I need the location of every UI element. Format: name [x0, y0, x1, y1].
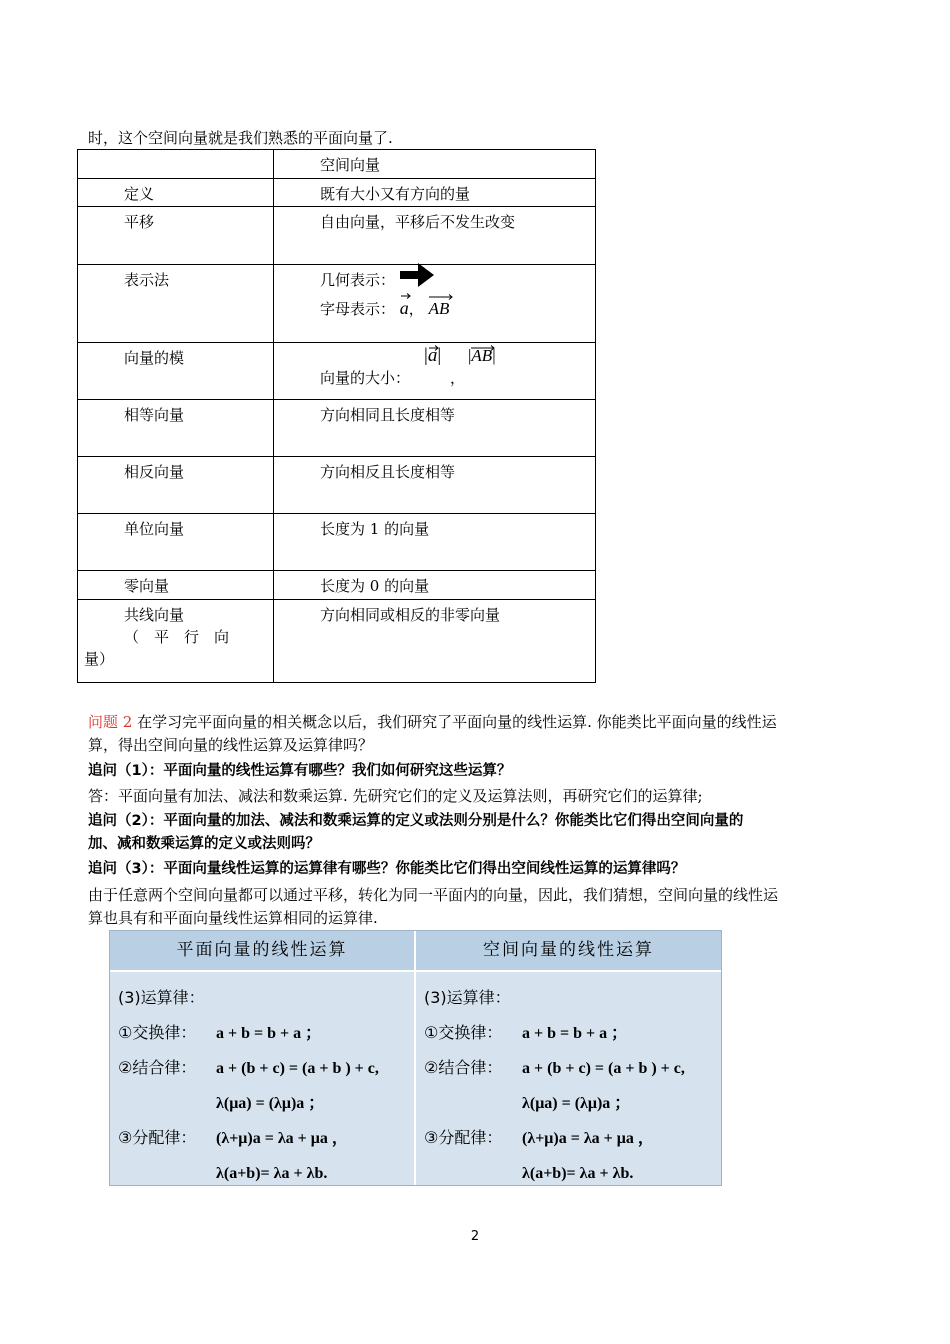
associative-law	[118, 1050, 379, 1085]
row-name: 零向量	[78, 571, 274, 600]
row-value: 方向相反且长度相等	[274, 457, 596, 514]
header-divider	[110, 970, 721, 972]
law-formula: a + (b + c) = (a + b ) + c,	[216, 1060, 379, 1077]
associative-law-2	[118, 1085, 379, 1120]
vector-arrow-icon	[471, 345, 495, 351]
law-formula: λ(μa) = (λμ)a ；	[522, 1095, 631, 1112]
question-label: 问题 2	[88, 713, 133, 731]
row-value: 方向相同或相反的非零向量	[274, 600, 596, 683]
concept-table	[77, 149, 596, 683]
separator: ，	[450, 369, 466, 387]
laws-title: (3)运算律：	[424, 988, 511, 1007]
law-formula: (λ+μ)a = λa + μa ，	[216, 1130, 348, 1147]
commutative-law	[424, 1015, 685, 1050]
table-row	[78, 514, 596, 571]
table-header-row	[78, 150, 596, 179]
law-formula: (λ+μ)a = λa + μa ，	[522, 1130, 654, 1147]
table-row	[78, 265, 596, 343]
row-value	[274, 265, 596, 343]
law-formula: λ(a+b)= λa + λb.	[216, 1165, 328, 1182]
vector-arrow-icon	[401, 293, 411, 299]
page-number: 2	[470, 1229, 480, 1244]
row-value: 长度为 0 的向量	[274, 571, 596, 600]
row-value: 自由向量，平移后不发生改变	[274, 207, 596, 265]
mod-label: 向量的大小：	[320, 369, 411, 387]
row-name: 定义	[78, 179, 274, 207]
right-header: 空间向量的线性运算	[416, 931, 721, 970]
law-label: ①交换律：	[118, 1023, 197, 1042]
table-header-cell: 空间向量	[274, 150, 596, 179]
law-formula: λ(μa) = (λμ)a ；	[216, 1095, 325, 1112]
law-label: ②结合律：	[424, 1058, 503, 1077]
intro-text: 时，这个空间向量就是我们熟悉的平面向量了.	[88, 129, 393, 147]
row-name: 向量的模	[78, 343, 274, 400]
law-formula: a + b = b + a ；	[522, 1025, 628, 1042]
distributive-law-2	[424, 1155, 685, 1190]
row-name: 单位向量	[78, 514, 274, 571]
table-row	[78, 600, 596, 683]
follow-up-3: 追问（3）：平面向量线性运算的运算律有哪些？你能类比它们得出空间线性运算的运算律吗？	[88, 861, 686, 877]
row-value: 既有大小又有方向的量	[274, 179, 596, 207]
row-value: 方向相同且长度相等	[274, 400, 596, 457]
paragraph-line1: 由于任意两个空间向量都可以通过平移，转化为同一平面内的向量，因此，我们猜想，空间向量的线性运	[88, 886, 779, 904]
question2-line2: 算，得出空间向量的线性运算及运算律吗？	[88, 736, 374, 754]
row-value	[274, 343, 596, 400]
laws-title: (3)运算律：	[118, 988, 205, 1007]
letter-a: a	[399, 298, 409, 318]
question2-line1	[88, 711, 777, 733]
letter-label: 字母表示：	[320, 300, 396, 318]
table-row	[78, 571, 596, 600]
law-formula: λ(a+b)= λa + λb.	[522, 1165, 634, 1182]
paragraph-line2: 算也具有和平面向量线性运算相同的运算律.	[88, 909, 378, 927]
row-name: 平移	[78, 207, 274, 265]
row-value: 长度为 1 的向量	[274, 514, 596, 571]
laws-comparison-table	[109, 930, 722, 1186]
table-header-empty	[78, 150, 274, 179]
commutative-law	[118, 1015, 379, 1050]
law-label: ①交换律：	[424, 1023, 503, 1042]
separator: ，	[408, 300, 424, 318]
row-name-line: 共线向量	[124, 606, 185, 624]
mod-a: a	[427, 345, 438, 366]
vector-arrow-icon	[429, 345, 439, 351]
associative-law	[424, 1050, 685, 1085]
follow-up-1: 追问（1）：平面向量的线性运算有哪些？我们如何研究这些运算？	[88, 763, 512, 779]
mod-ab: AB	[471, 346, 493, 365]
table-row	[78, 179, 596, 207]
table-row	[78, 457, 596, 514]
distributive-law-2	[118, 1155, 379, 1190]
follow-up-2-line2: 加、减和数乘运算的定义或法则吗？	[88, 836, 320, 852]
modulus-a: | a|	[424, 345, 442, 366]
left-header: 平面向量的线性运算	[110, 931, 414, 970]
arrow-right-icon	[400, 263, 434, 287]
right-laws	[424, 980, 685, 1190]
law-label: ③分配律：	[424, 1128, 503, 1147]
distributive-law	[118, 1120, 379, 1155]
left-laws	[118, 980, 379, 1190]
row-name-line: （ 平 行 向	[124, 628, 230, 646]
letter-ab: AB	[428, 299, 450, 318]
law-formula: a + (b + c) = (a + b ) + c,	[522, 1060, 685, 1077]
follow-up-2-line1: 追问（2）：平面向量的加法、减法和数乘运算的定义或法则分别是什么？你能类比它们得出空间向量的	[88, 813, 744, 829]
modulus-ab: | AB|	[468, 346, 496, 365]
row-name-line: 量）	[84, 650, 115, 668]
law-label: ②结合律：	[118, 1058, 197, 1077]
row-name: 相等向量	[78, 400, 274, 457]
distributive-law	[424, 1120, 685, 1155]
geo-label: 几何表示：	[320, 271, 396, 289]
law-formula: a + b = b + a ；	[216, 1025, 322, 1042]
row-name	[78, 600, 274, 683]
answer-1: 答：平面向量有加法、减法和数乘运算. 先研究它们的定义及运算法则，再研究它们的运算律;	[88, 787, 703, 805]
question-text: 在学习完平面向量的相关概念以后，我们研究了平面向量的线性运算. 你能类比平面向量的线性运	[132, 713, 777, 731]
vector-arrow-icon	[429, 294, 453, 300]
law-label: ③分配律：	[118, 1128, 197, 1147]
table-row	[78, 343, 596, 400]
row-name: 表示法	[78, 265, 274, 343]
row-name: 相反向量	[78, 457, 274, 514]
table-row	[78, 400, 596, 457]
table-row	[78, 207, 596, 265]
associative-law-2	[424, 1085, 685, 1120]
